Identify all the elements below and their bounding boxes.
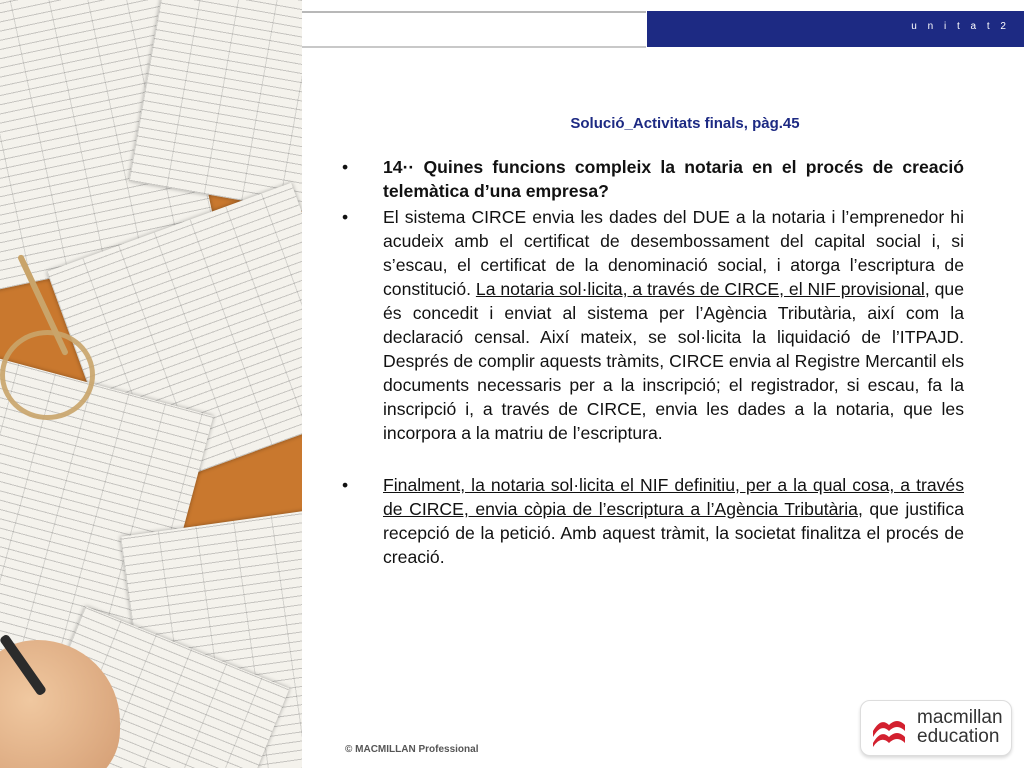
answer-item: [338, 205, 964, 445]
bullet-list: [338, 155, 964, 571]
tax-form-paper: [129, 0, 302, 215]
logo-text: [917, 708, 1003, 746]
answer-text-part1: El sistema CIRCE envia les dades del DUE a la notaria i l’emprenedor hi acudeix amb el certificat de desembossament del capital social i, si s’escau, el certificat de la denominació social, i atorga l’escriptura de constitució.: [383, 207, 964, 299]
slide-title: Solució_Activitats finals, pàg.45: [570, 115, 800, 132]
bullet-icon: •: [342, 475, 349, 495]
unit-label: u n i t a t 2: [911, 21, 1010, 32]
glasses-icon: [0, 330, 95, 420]
top-bar-white-segment: [302, 11, 646, 48]
macmillan-logo: [860, 700, 1012, 756]
final-text-part2: , que justifica recepció de la petició. Amb aquest tràmit, la societat finalitza el procés de creació.: [383, 499, 965, 567]
answer-text-part2: , que és concedit i enviat al sistema per l’Agència Tributària, així com la declaració censal. Així mateix, se sol·licita la liquidació de l’ITPAJD. Després de complir aquests tràmits, CIRCE envia al Registre Mercantil els documents necessaris per a la inscripció; el registrador, si escau, fa la inscripció i, a través de CIRCE, envia les dades a la notaria, que les incorpora a la matriu de l’escriptura.: [383, 279, 965, 443]
top-bar-blue-segment: [647, 11, 1024, 47]
logo-text-line1: macmillan: [917, 707, 1003, 728]
top-bar: [302, 11, 1024, 47]
decorative-photo-panel: [0, 0, 302, 768]
macmillan-logo-icon: [871, 709, 911, 747]
bullet-icon: •: [342, 157, 349, 177]
copyright-text: © MACMILLAN Professional: [345, 744, 479, 755]
question-item: [338, 155, 964, 203]
logo-text-line2: education: [917, 726, 1000, 747]
final-text-underlined: Finalment, la notaria sol·licita el NIF definitiu, per a la qual cosa, a través de CIRCE, envia còpia de l’escriptura a l’Agència Tributària: [383, 475, 964, 519]
question-text: 14·· Quines funcions compleix la notaria en el procés de creació telemàtica d’una empresa?: [383, 157, 964, 201]
final-item: [338, 473, 964, 569]
answer-text-underlined: La notaria sol·licita, a través de CIRCE, el NIF provisional: [475, 279, 925, 299]
bullet-icon: •: [342, 207, 349, 227]
